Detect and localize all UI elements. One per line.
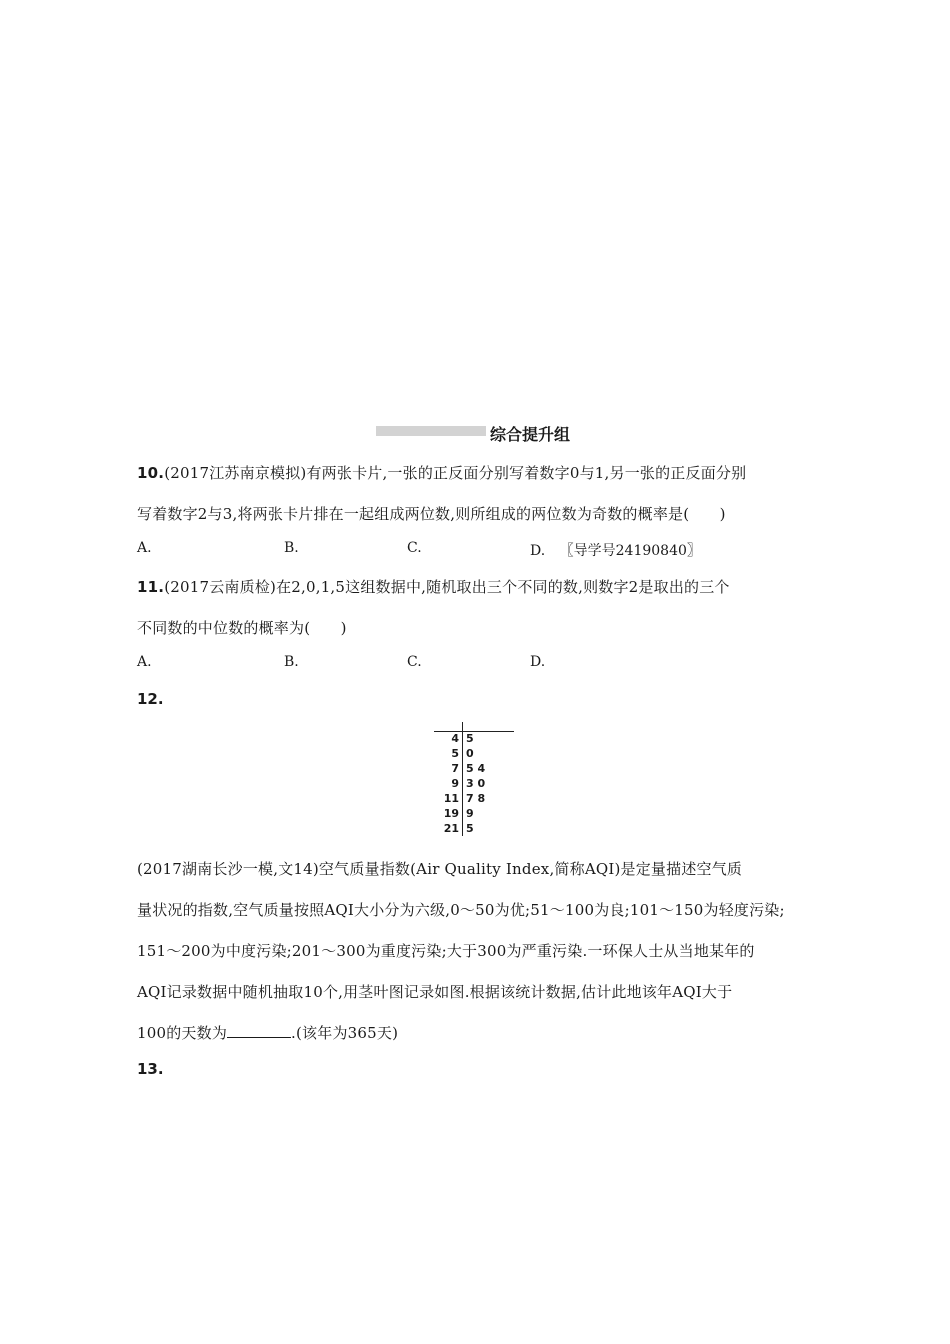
q12-text-5a: 100的天数为 [137, 1024, 228, 1042]
stem-value: 4 [451, 732, 459, 745]
leaf-values: 5 [466, 822, 474, 835]
stem-leaf-row [434, 747, 516, 761]
q10-option-a: A. [137, 540, 152, 556]
stem-value: 5 [451, 747, 459, 760]
stem-leaf-row [434, 807, 516, 821]
leaf-values: 9 [466, 807, 474, 820]
q12-line4: AQI记录数据中随机抽取10个,用茎叶图记录如图.根据该统计数据,估计此地该年AQI大于 [137, 983, 733, 1001]
q13-number: 13. [137, 1060, 164, 1078]
q11-option-d: D. [530, 654, 546, 670]
q10-option-d [530, 540, 701, 560]
q11-line2: 不同数的中位数的概率为( ) [137, 619, 347, 637]
stem-leaf-row [434, 777, 516, 791]
q11-option-c: C. [407, 654, 422, 670]
section-divider-bar [376, 426, 486, 436]
q12-number: 12. [137, 690, 164, 708]
stem-value: 11 [443, 792, 459, 805]
stem-leaf-row [434, 822, 516, 836]
leaf-values: 7 8 [466, 792, 486, 805]
stem-value: 21 [443, 822, 459, 835]
q10-option-b: B. [284, 540, 299, 556]
q11-text-1: (2017云南质检)在2,0,1,5这组数据中,随机取出三个不同的数,则数字2是取出的三个 [164, 578, 730, 596]
q10-reference-number: 〖导学号24190840〗 [559, 543, 701, 559]
q10-line1 [137, 462, 746, 483]
stem-leaf-row [434, 732, 516, 746]
stem-leaf-plot [434, 722, 516, 836]
q11-option-b: B. [284, 654, 299, 670]
stem-value: 19 [443, 807, 459, 820]
q12-line5 [137, 1022, 398, 1043]
q12-text-5b: .(该年为365天) [291, 1024, 399, 1042]
q12-line3: 151～200为中度污染;201～300为重度污染;大于300为严重污染.一环保人士从当地某年的 [137, 942, 755, 960]
q10-number: 10. [137, 464, 165, 482]
stem-value: 7 [451, 762, 459, 775]
q11-line1 [137, 576, 730, 597]
stem-value: 9 [451, 777, 459, 790]
stem-leaf-row [434, 762, 516, 776]
leaf-values: 3 0 [466, 777, 486, 790]
answer-blank[interactable] [227, 1023, 291, 1038]
q12-line2: 量状况的指数,空气质量按照AQI大小分为六级,0～50为优;51～100为良;101～150为轻度污染; [137, 901, 785, 919]
section-title: 综合提升组 [490, 425, 571, 444]
q11-option-a: A. [137, 654, 152, 670]
q10-option-d-label: D. [530, 543, 546, 559]
q10-text-1: (2017江苏南京模拟)有两张卡片,一张的正反面分别写着数字0与1,另一张的正反面分别 [164, 464, 747, 482]
q12-line1: (2017湖南长沙一模,文14)空气质量指数(Air Quality Index,简称AQI)是定量描述空气质 [137, 860, 743, 878]
q10-option-c: C. [407, 540, 422, 556]
stem-leaf-row [434, 792, 516, 806]
leaf-values: 5 [466, 732, 474, 745]
leaf-values: 5 4 [466, 762, 486, 775]
q11-number: 11. [137, 578, 165, 596]
leaf-values: 0 [466, 747, 474, 760]
q10-line2: 写着数字2与3,将两张卡片排在一起组成两位数,则所组成的两位数为奇数的概率是( ) [137, 505, 726, 523]
